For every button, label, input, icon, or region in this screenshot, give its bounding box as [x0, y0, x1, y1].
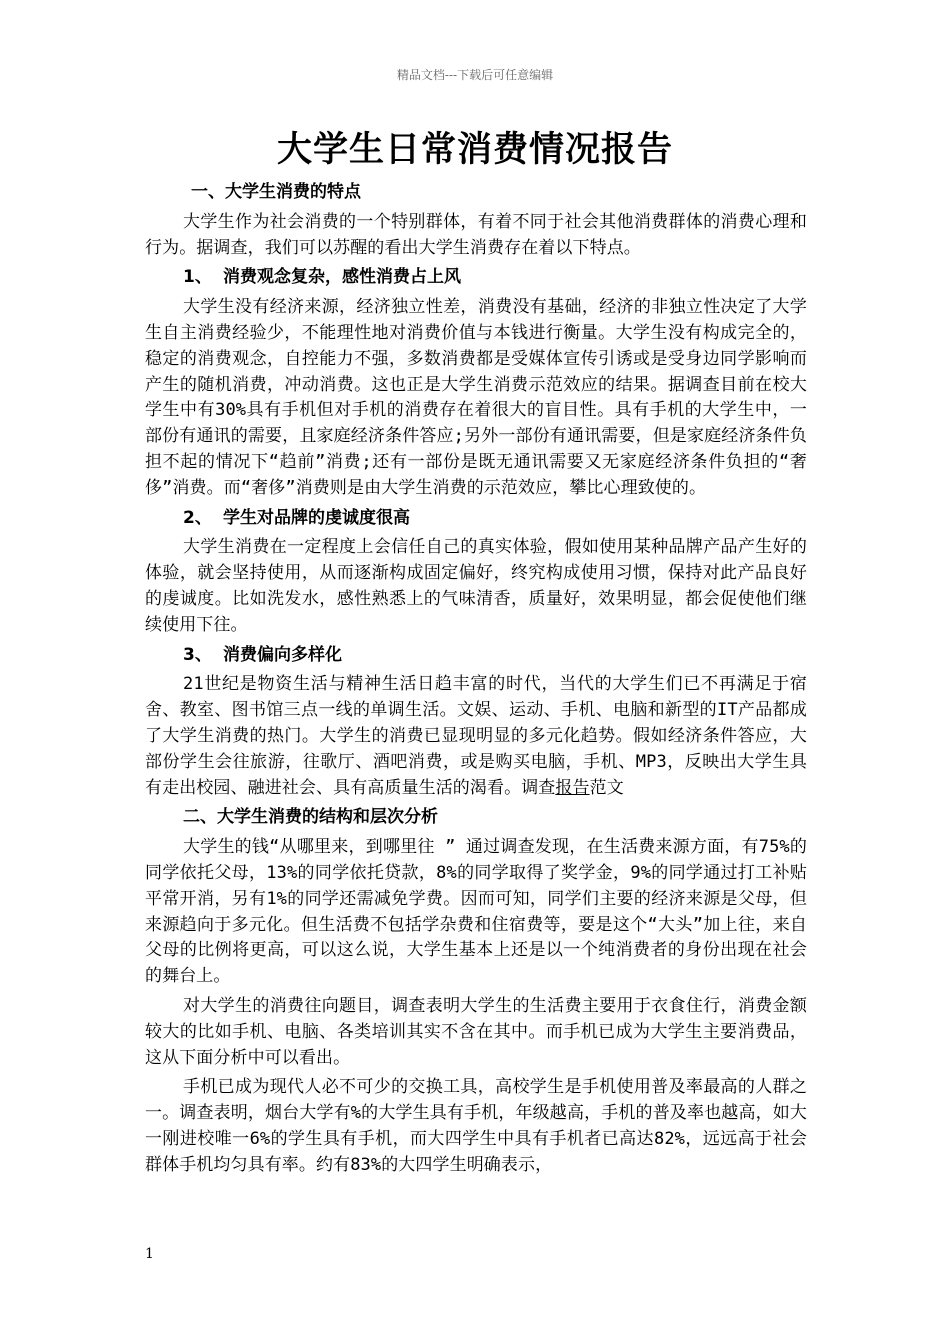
subsection-1-text: 大学生没有经济来源，经济独立性差，消费没有基础，经济的非独立性决定了大学生自主消费经验少，不能理性地对消费价值与本钱进行衡量。大学生没有构成完全的，稳定的消费观念，自控能力不强，多数消费都是受媒体宣传引诱或是受身边同学影响而产生的随机消费，冲动消费。这也正是大学生消费示范效应的结果。据调查目前在校大学生中有30%具有手机但对手机的消费存在着很大的盲目性。具有手机的大学生中，一部份有通讯的需要，且家庭经济条件答应;另外一部份有通讯需要，但是家庭经济条件负担不起的情况下“趋前”消费;还有一部份是既无通讯需要又无家庭经济条件负担的“奢侈”消费。而“奢侈”消费则是由大学生消费的示范效应，攀比心理致使的。	[145, 297, 807, 498]
subsection-2-heading	[145, 506, 807, 532]
section-2-paragraph-3: 手机已成为现代人必不可少的交换工具，高校学生是手机使用普及率最高的人群之一。调查表明，烟台大学有%的大学生具有手机，年级越高，手机的普及率也越高，如大一刚进校唯一6%的学生具有手机，而大四学生中具有手机者已高达82%，远远高于社会群体手机均匀具有率。约有83%的大四学生明确表示，	[145, 1077, 807, 1175]
subsection-2-number: 2、	[183, 507, 212, 528]
subsection-1-title: 消费观念复杂，感性消费占上风	[223, 267, 461, 288]
subsection-3-number: 3、	[183, 644, 212, 665]
page-number: 1	[145, 1246, 154, 1262]
page-header: 精品文档---下载后可任意编辑	[396, 68, 554, 82]
subsection-1-heading	[145, 265, 807, 291]
section-2-paragraph-2: 对大学生的消费往向题目，调查表明大学生的生活费主要用于衣食住行，消费金额较大的比如手机、电脑、各类培训其实不含在其中。而手机已成为大学生主要消费品，这从下面分析中可以看出。	[145, 995, 807, 1068]
section-2-paragraph-1: 大学生的钱“从哪里来，到哪里往 ” 通过调查发现，在生活费来源方面，有75%的同学依托父母，13%的同学依托贷款，8%的同学取得了奖学金，9%的同学通过打工补贴平常开消，另有1%的同学还需减免学费。因而可知，同学们主要的经济来源是父母，但来源趋向于多元化。但生活费不包括学杂费和住宿费等，要是这个“大头”加上往，来自父母的比例将更高，可以这么说，大学生基本上还是以一个纯消费者的身份出现在社会的舞台上。	[145, 837, 807, 987]
subsection-1-number: 1、	[183, 267, 212, 288]
section-1-heading: 一、大学生消费的特点	[191, 182, 361, 202]
document-title: 大学生日常消费情况报告	[276, 130, 673, 170]
report-link[interactable]: 报告	[555, 777, 590, 798]
subsection-3-title: 消费偏向多样化	[223, 644, 342, 665]
subsection-3-text	[145, 672, 807, 801]
subsection-3-heading	[145, 643, 807, 669]
subsection-2-text: 大学生消费在一定程度上会信任自己的真实体验，假如使用某种品牌产品产生好的体验，就会坚持使用，从而逐渐构成固定偏好，终究构成使用习惯，保持对此产品良好的虔诚度。比如洗发水，感性熟悉上的气味清香，质量好，效果明显，都会促使他们继续使用下往。	[145, 537, 807, 635]
document-body	[145, 180, 807, 1178]
subsection-3-text-after: 范文	[589, 777, 624, 798]
section-2-heading: 二、大学生消费的结构和层次分析	[183, 807, 438, 828]
subsection-2-title: 学生对品牌的虔诚度很高	[223, 507, 410, 528]
section-1-intro: 大学生作为社会消费的一个特别群体，有着不同于社会其他消费群体的消费心理和行为。据调查，我们可以苏醒的看出大学生消费存在着以下特点。	[145, 211, 807, 258]
subsection-3-text-before: 21世纪是物资生活与精神生活日趋丰富的时代，当代的大学生们已不再满足于宿舍、教室、图书馆三点一线的单调生活。文娱、运动、手机、电脑和新型的IT产品都成了大学生消费的热门。大学生的消费已显现明显的多元化趋势。假如经济条件答应，大部份学生会往旅游，往歌厅、酒吧消费，或是购买电脑，手机、MP3，反映出大学生具有走出校园、融进社会、具有高质量生活的渴看。调查	[145, 674, 807, 798]
